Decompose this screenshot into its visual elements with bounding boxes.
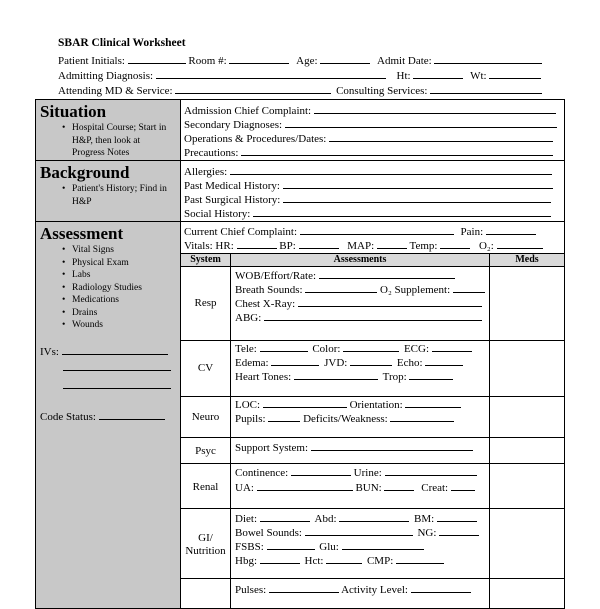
current-cc-label: Current Chief Complaint: [184,226,298,238]
admission-cc-field[interactable] [314,103,556,114]
bm-label: BM: [414,513,435,525]
ng-label: NG: [417,527,437,539]
edema-label: Edema: [235,357,269,369]
field-label: Allergies: [184,166,228,178]
col-divider-2 [489,253,490,609]
system-gi-line1: GI/ [198,532,213,544]
jvd-field[interactable] [350,355,392,366]
hbg-label: Hbg: [235,555,257,567]
situation-field-4 [184,145,553,160]
ivs-label: IVs: [40,346,59,358]
pulses-field[interactable] [269,582,339,593]
situation-field-1 [184,103,556,118]
deficits-label: Deficits/Weakness: [303,413,388,425]
color-field[interactable] [343,341,399,352]
urine-label: Urine: [353,467,382,479]
worksheet-title: SBAR Clinical Worksheet [58,37,186,49]
patient-initials-label: Patient Initials: [58,55,125,67]
orient-field[interactable] [405,397,461,408]
map-field[interactable] [377,238,407,249]
ivs-field-1[interactable] [62,344,168,355]
psyc-line-1 [235,440,473,455]
cxr-field[interactable] [298,296,482,307]
code-status-label: Code Status: [40,411,96,423]
wob-field[interactable] [319,268,455,279]
cv-line-1 [235,341,472,356]
precautions-field[interactable] [241,145,553,156]
field-label: Precautions: [184,147,239,159]
fsbs-field[interactable] [267,539,315,550]
background-field-2 [184,178,553,193]
edema-field[interactable] [271,355,319,366]
temp-label: Temp: [409,240,438,252]
tele-field[interactable] [260,341,308,352]
row-divider-psyc [180,463,565,464]
header-system: System [190,254,221,265]
echo-field[interactable] [425,355,463,366]
tele-label: Tele: [235,343,257,355]
system-gi [181,532,230,558]
neuro-line-1 [235,397,461,412]
cmp-label: CMP: [366,555,394,567]
current-cc-field[interactable] [300,224,454,235]
o2-label: O₂: [478,240,494,252]
loc-label: LOC: [235,399,261,411]
bowel-field[interactable] [305,525,413,536]
bun-field[interactable] [384,480,414,491]
background-divider [35,221,565,222]
echo-label: Echo: [396,357,423,369]
header-row-2 [58,68,541,82]
loc-field[interactable] [263,397,347,408]
abd-label: Abd: [314,513,337,525]
age-field[interactable] [320,53,370,64]
system-neuro: Neuro [191,411,220,423]
assessment-bullet: • Labs [62,269,174,282]
cv-line-3 [235,369,453,384]
pupils-label: Pupils: [235,413,266,425]
map-label: MAP: [347,240,375,252]
pain-field[interactable] [486,224,536,235]
cv-line-2 [235,355,463,370]
admit-date-label: Admit Date: [377,55,432,67]
row-divider-gi [180,578,565,579]
attending-field[interactable] [175,83,331,94]
activity-field[interactable] [411,582,471,593]
field-label: Operations & Procedures/Dates: [184,133,327,145]
pmh-field[interactable] [283,178,553,189]
background-bullets [62,183,174,208]
color-label: Color: [312,343,341,355]
cxr-label: Chest X-Ray: [235,298,296,310]
secondary-diagnoses-field[interactable] [285,117,557,128]
gi-line-1 [235,511,477,526]
header-assessments: Assessments [333,254,387,265]
social-history-field[interactable] [253,206,551,217]
renal-line-1 [235,465,477,480]
neuro-line-2 [235,411,454,426]
field-label: Past Medical History: [184,180,280,192]
system-cv: CV [197,362,214,374]
age-label: Age: [296,55,318,67]
system-psyc: Psyc [195,445,216,457]
situation-heading: Situation [40,102,107,121]
assessment-heading: Assessment [40,224,124,243]
hct-label: Hct: [304,555,324,567]
consulting-field[interactable] [430,83,542,94]
ivs-row [40,344,168,359]
trop-field[interactable] [409,369,453,380]
gi-line-3 [235,539,424,554]
field-label: Admission Chief Complaint: [184,105,312,117]
patient-initials-field[interactable] [128,53,186,64]
background-field-3 [184,192,551,207]
psh-field[interactable] [283,192,551,203]
consulting-label: Consulting Services: [336,85,428,97]
breath-label: Breath Sounds: [235,284,303,296]
assessment-bullet: • Radiology Studies [62,282,174,295]
code-status-row [40,409,165,424]
temp-field[interactable] [440,238,470,249]
system-resp: Resp [194,297,217,309]
header-row-1 [58,53,542,67]
trop-label: Trop: [382,371,407,383]
creat-label: Creat: [421,482,449,494]
urine-field[interactable] [385,465,477,476]
bm-field[interactable] [437,511,477,522]
vitals-row [184,238,543,253]
abg-field[interactable] [264,310,482,321]
attending-label: Attending MD & Service: [58,85,173,97]
bun-label: BUN: [355,482,382,494]
ecg-field[interactable] [432,341,472,352]
activity-label: Activity Level: [341,584,408,596]
background-field-4 [184,206,551,221]
background-bullet: • Patient's History; Find in H&P [62,183,174,208]
current-cc-row [184,224,536,239]
support-field[interactable] [311,440,473,451]
o2sup-label: O₂ Supplement: [380,284,451,296]
admitting-diagnosis-field[interactable] [156,68,386,79]
ivs-field-3[interactable] [63,388,171,389]
room-label: Room #: [188,55,227,67]
situation-bullet: • Hospital Course; Start in H&P, then look at Progress Notes [62,122,174,160]
background-heading: Background [40,163,130,182]
pain-label: Pain: [460,226,484,238]
bp-field[interactable] [299,238,339,249]
field-label: Past Surgical History: [184,194,281,206]
creat-field[interactable] [451,480,475,491]
diet-label: Diet: [235,513,257,525]
assessment-bullet: • Wounds [62,319,174,332]
allergies-field[interactable] [230,164,552,175]
wob-label: WOB/Effort/Rate: [235,270,317,282]
resp-line-4 [235,310,482,325]
assessment-bullet: • Vital Signs [62,244,174,257]
situation-field-2 [184,117,557,132]
bp-label: BP: [279,240,296,252]
row-divider-renal [180,508,565,509]
o2-field[interactable] [497,238,543,249]
gi-line-2 [235,525,479,540]
resp-line-3 [235,296,482,311]
pulses-label: Pulses: [235,584,267,596]
field-label: Secondary Diagnoses: [184,119,283,131]
situation-field-3 [184,131,553,146]
system-renal: Renal [192,481,219,493]
admitting-diagnosis-label: Admitting Diagnosis: [58,70,154,82]
resp-line-1 [235,268,455,283]
ivs-field-2[interactable] [63,370,171,371]
assessment-bullets [62,244,174,332]
situation-bullets [62,122,174,160]
header-meds: Meds [515,254,539,265]
ng-field[interactable] [439,525,479,536]
hr-field[interactable] [237,238,277,249]
code-status-field[interactable] [99,409,165,420]
breath-field[interactable] [305,282,377,293]
jvd-label: JVD: [324,357,348,369]
field-label: Social History: [184,208,251,220]
table-header-bottom [180,266,565,267]
operations-field[interactable] [329,131,553,142]
ecg-label: ECG: [403,343,430,355]
glu-field[interactable] [342,539,424,550]
system-gi-line2: Nutrition [185,545,226,557]
hr-label: Vitals: HR: [184,240,234,252]
background-field-1 [184,164,552,179]
fsbs-label: FSBS: [235,541,264,553]
assessment-bullet: • Drains [62,307,174,320]
glu-label: Glu: [319,541,339,553]
last-line-1 [235,582,471,597]
admit-date-field[interactable] [434,53,542,64]
continence-field[interactable] [291,465,351,476]
resp-line-2 [235,282,485,297]
wt-field[interactable] [489,68,541,79]
row-divider-neuro [180,437,565,438]
orient-label: Orientation: [349,399,403,411]
heart-label: Heart Tones: [235,371,292,383]
hbg-field[interactable] [260,553,300,564]
abd-field[interactable] [339,511,409,522]
gi-line-4 [235,553,444,568]
assessment-bullet: • Medications [62,294,174,307]
abg-label: ABG: [235,312,262,324]
room-field[interactable] [229,53,289,64]
col-divider-1 [230,253,231,609]
support-label: Support System: [235,442,309,454]
ht-field[interactable] [413,68,463,79]
o2sup-field[interactable] [453,282,485,293]
hct-field[interactable] [326,553,362,564]
bowel-label: Bowel Sounds: [235,527,302,539]
continence-label: Continence: [235,467,289,479]
header-row-3 [58,83,542,97]
assessment-bullet: • Physical Exam [62,257,174,270]
ua-label: UA: [235,482,254,494]
heart-field[interactable] [294,369,378,380]
cmp-field[interactable] [396,553,444,564]
situation-divider [35,160,565,161]
pupils-field[interactable] [268,411,300,422]
deficits-field[interactable] [390,411,454,422]
wt-label: Wt: [470,70,487,82]
ht-label: Ht: [396,70,411,82]
diet-field[interactable] [260,511,310,522]
renal-line-2 [235,480,475,495]
ua-field[interactable] [257,480,353,491]
